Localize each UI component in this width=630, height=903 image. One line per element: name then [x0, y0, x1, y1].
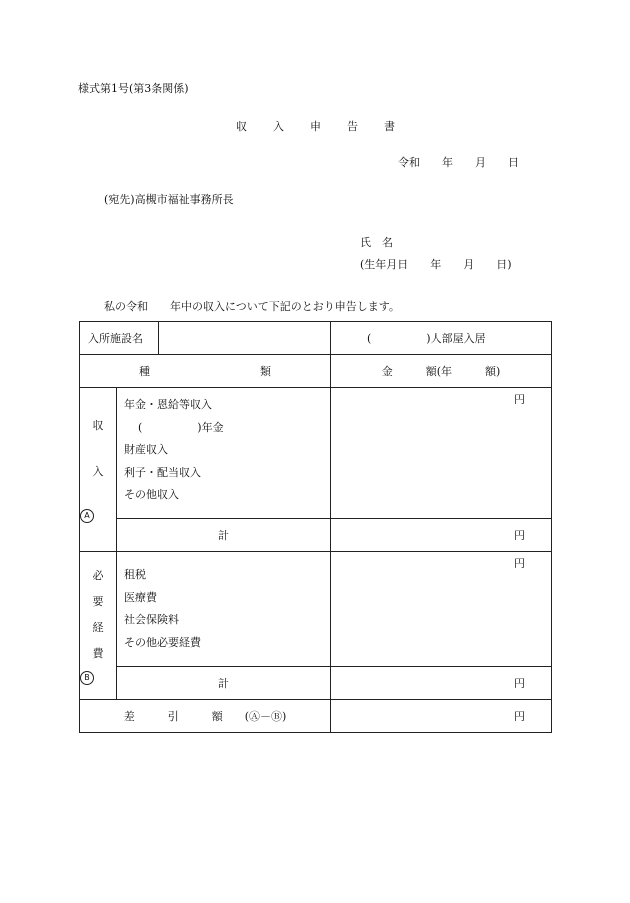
marker-b-icon: B	[80, 671, 94, 685]
form-number-label: 様式第1号(第3条関係)	[78, 82, 189, 95]
expense-item-medical: 医療費	[124, 590, 157, 604]
facility-name-field[interactable]	[159, 322, 330, 354]
income-yen-label: 円	[514, 393, 525, 406]
expense-amount-cell[interactable]	[331, 552, 552, 667]
expense-item-other: その他必要経費	[124, 635, 201, 649]
expense-char-2: 要	[92, 594, 104, 608]
income-row	[80, 388, 552, 519]
document-title	[236, 121, 421, 132]
difference-row	[80, 700, 552, 733]
expense-char-3: 経	[92, 620, 104, 634]
difference-label: 差 引 額 (Ⓐ－Ⓑ)	[80, 700, 331, 733]
header-row	[80, 355, 552, 388]
title-char-5: 書	[384, 120, 395, 133]
income-subtotal-label: 計	[117, 519, 331, 552]
date-year: 年	[442, 156, 453, 169]
income-amount-cell[interactable]	[331, 388, 552, 519]
income-item-pension: 年金・恩給等収入	[124, 398, 212, 411]
amount-header: 金 額(年 額)	[331, 355, 552, 388]
expense-subtotal-yen: 円	[514, 677, 525, 690]
marker-a-icon: A	[80, 509, 94, 523]
income-subtotal-amount[interactable]	[331, 519, 552, 552]
title-char-4: 告	[347, 120, 358, 133]
expense-subtotal-row	[80, 667, 552, 700]
title-char-1: 収	[236, 120, 247, 133]
facility-label: 入所施設名	[80, 322, 159, 354]
date-line	[398, 157, 519, 168]
income-subtotal-yen: 円	[514, 529, 525, 542]
difference-amount[interactable]	[331, 700, 552, 733]
date-day: 日	[508, 156, 519, 169]
expense-section-label	[80, 552, 117, 700]
income-item-named-pension: ( )年金	[138, 420, 224, 434]
income-char-2: 入	[92, 464, 104, 478]
title-char-2: 入	[273, 120, 284, 133]
birthdate-label: (生年月日 年 月 日)	[360, 258, 512, 271]
income-char-1: 収	[92, 418, 104, 432]
name-label: 氏 名	[360, 236, 393, 249]
expense-item-tax: 租税	[124, 568, 146, 581]
income-item-other: その他収入	[124, 488, 179, 501]
facility-row	[80, 322, 552, 355]
difference-yen: 円	[514, 710, 525, 723]
addressee: (宛先)高槻市福祉事務所長	[104, 193, 234, 206]
room-type-cell[interactable]	[331, 322, 552, 355]
expense-subtotal-label: 計	[117, 667, 331, 700]
expense-char-4: 費	[92, 646, 104, 660]
date-era: 令和	[398, 156, 420, 169]
expense-char-1: 必	[92, 568, 104, 582]
expense-item-social-insurance: 社会保険料	[124, 613, 179, 626]
title-char-3: 申	[310, 120, 321, 133]
income-item-property: 財産収入	[124, 443, 168, 456]
income-table	[79, 321, 552, 733]
facility-cell	[80, 322, 331, 355]
expense-row	[80, 552, 552, 667]
income-section-label	[80, 388, 117, 552]
expense-items-cell	[117, 552, 331, 667]
income-item-interest: 利子・配当収入	[124, 465, 201, 479]
date-month: 月	[475, 156, 486, 169]
income-subtotal-row	[80, 519, 552, 552]
room-type-label: ( )人部屋入居	[367, 332, 486, 345]
type-header: 種 類	[80, 355, 331, 388]
declaration-text: 私の令和 年中の収入について下記のとおり申告します。	[104, 300, 400, 313]
income-items-cell	[117, 388, 331, 519]
expense-subtotal-amount[interactable]	[331, 667, 552, 700]
expense-yen-label: 円	[514, 557, 525, 570]
